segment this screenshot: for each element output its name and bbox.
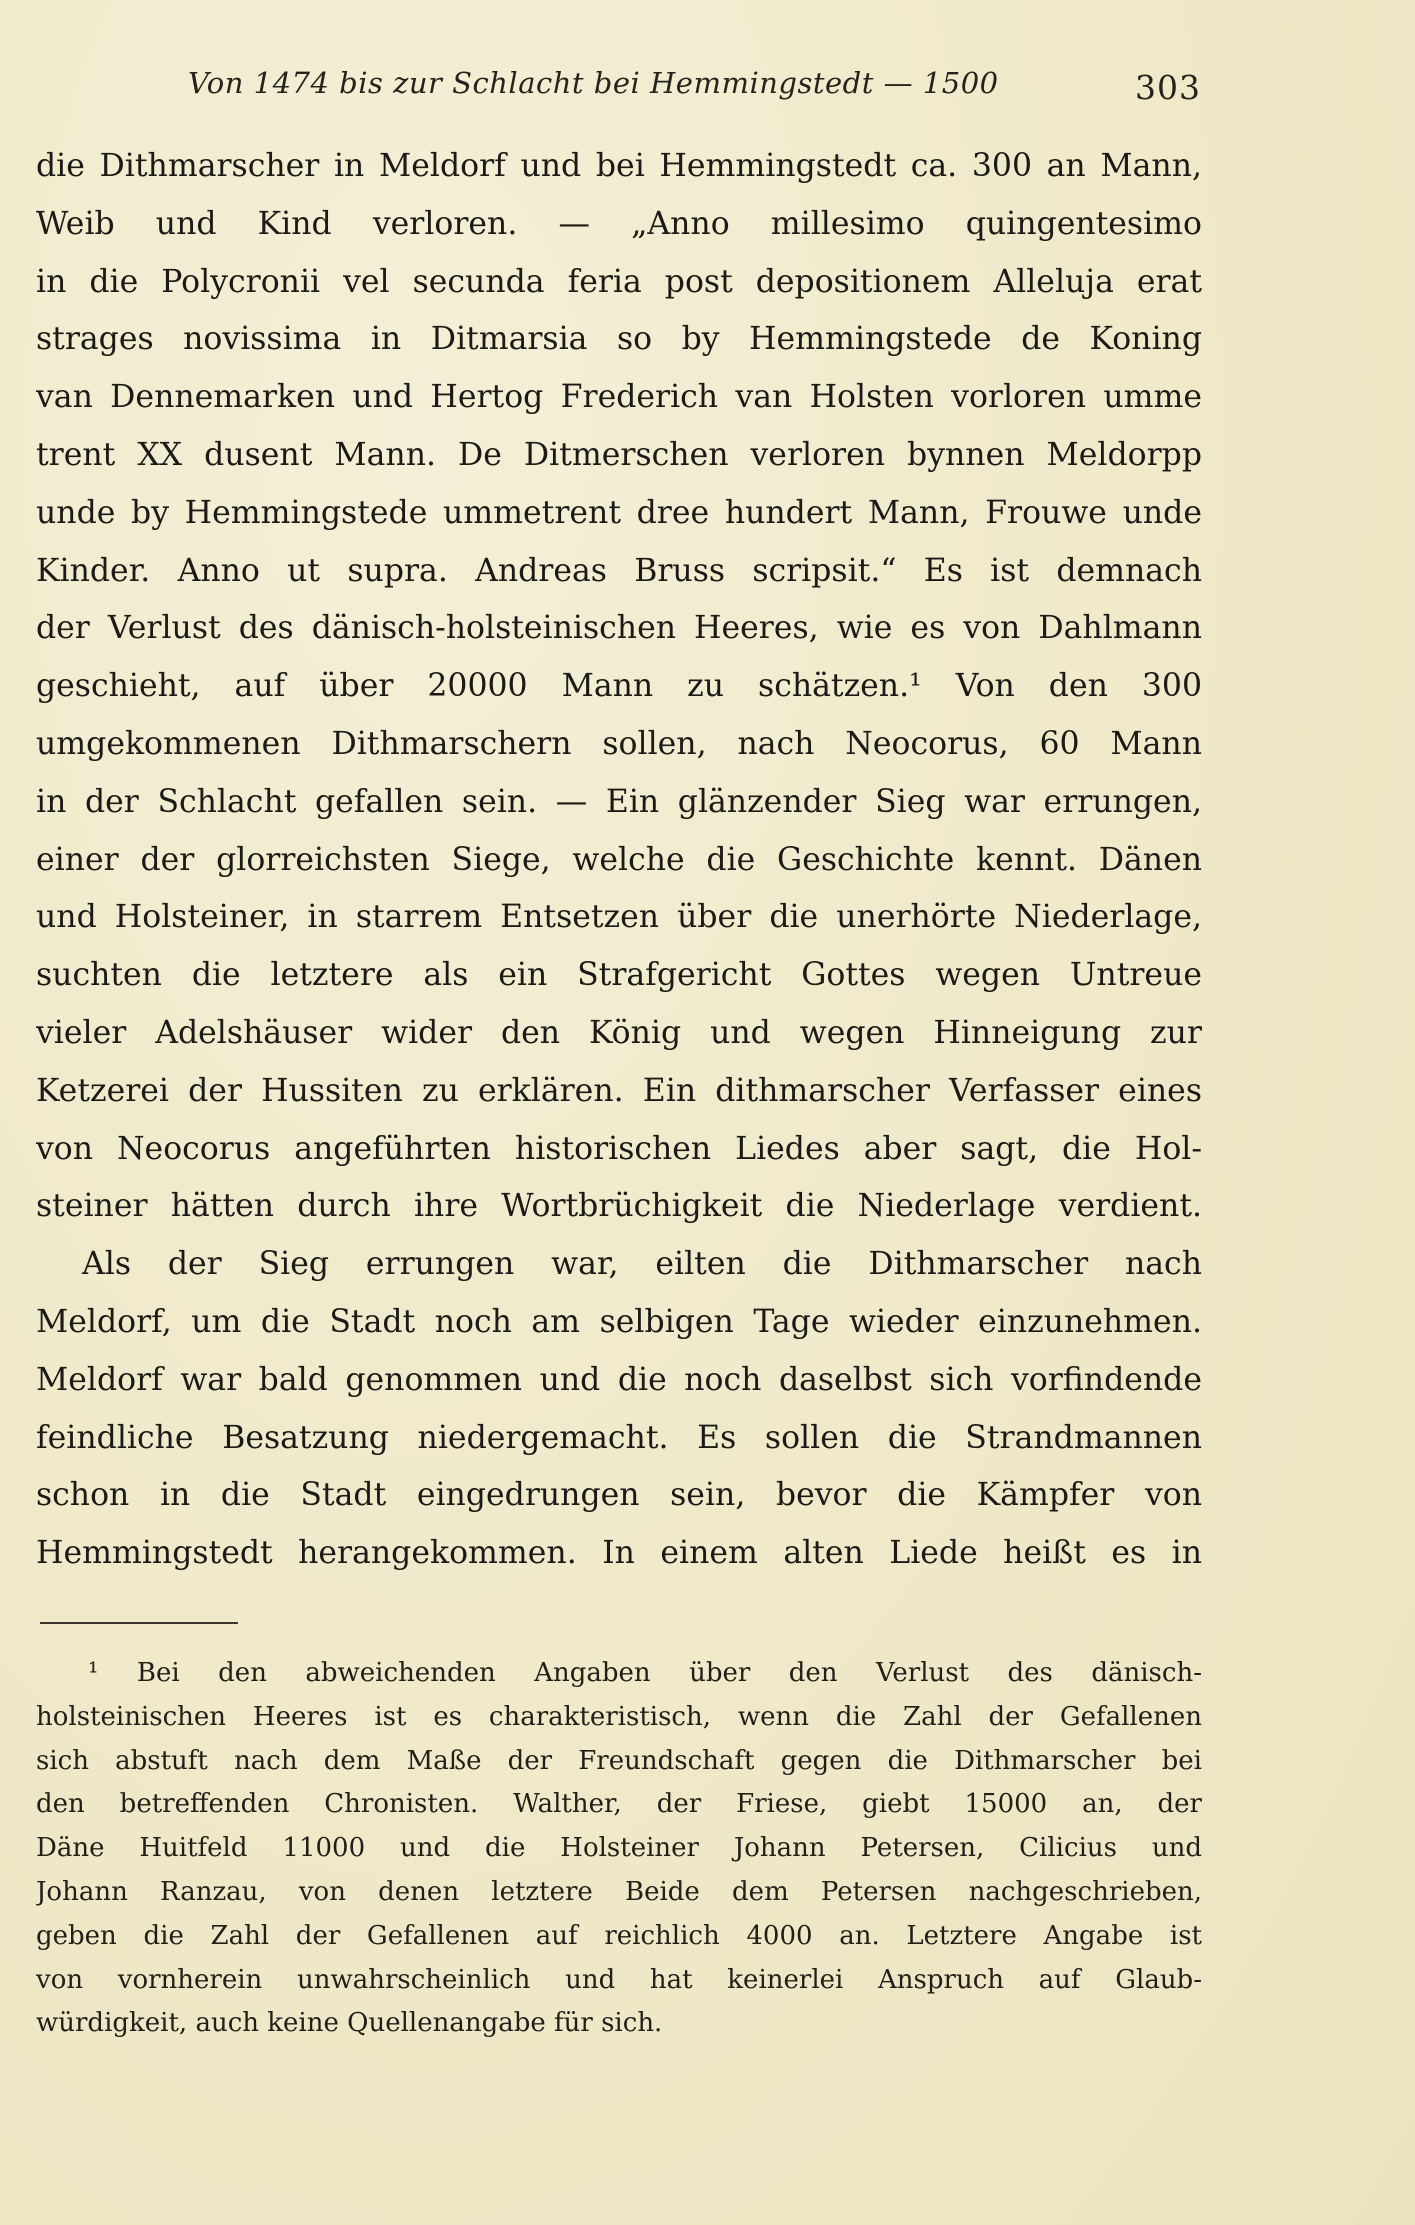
text-line: suchten die letztere als ein Strafgericht Gottes wegen Untreue (36, 957, 1202, 994)
main-text-block (36, 138, 1202, 1583)
footnote-line: Däne Huitfeld 11000 und die Holsteiner Johann Petersen, Cilicius und (36, 1833, 1202, 1864)
text-line: trent XX dusent Mann. De Ditmerschen verloren bynnen Meldorpp (36, 436, 1202, 473)
text-line: Meldorf, um die Stadt noch am selbigen Tage wieder einzunehmen. (36, 1303, 1202, 1340)
text-line: Weib und Kind verloren. — „Anno millesimo quingentesimo (36, 205, 1202, 242)
text-line: Meldorf war bald genommen und die noch daselbst sich vorfindende (36, 1361, 1202, 1398)
footnote-line: Johann Ranzau, von denen letztere Beide dem Petersen nachgeschrieben, (36, 1876, 1202, 1907)
text-line: Ketzerei der Hussiten zu erklären. Ein dithmarscher Verfasser eines (36, 1072, 1202, 1109)
page-number: 303 (1135, 68, 1201, 107)
footnote-line: ¹ Bei den abweichenden Angaben über den Verlust des dänisch- (88, 1658, 1202, 1688)
text-line: und Holsteiner, in starrem Entsetzen über die unerhörte Niederlage, (36, 899, 1202, 936)
text-line: strages novissima in Ditmarsia so by Hemmingstede de Koning (36, 321, 1202, 358)
footnote-line: von vornherein unwahrscheinlich und hat keinerlei Anspruch auf Glaub- (36, 1964, 1202, 1995)
footnote-line: sich abstuft nach dem Maße der Freundschaft gegen die Dithmarscher bei (36, 1745, 1202, 1776)
text-line: in die Polycronii vel secunda feria post depositionem Alleluja erat (36, 263, 1202, 300)
text-line: geschieht, auf über 20000 Mann zu schätzen.¹ Von den 300 (36, 668, 1202, 705)
running-head (0, 66, 1415, 116)
text-line: der Verlust des dänisch-holsteinischen Heeres, wie es von Dahlmann (36, 610, 1202, 647)
text-line: von Neocorus angeführten historischen Liedes aber sagt, die Hol- (36, 1130, 1202, 1167)
text-line: umgekommenen Dithmarschern sollen, nach Neocorus, 60 Mann (36, 725, 1202, 762)
footnote-line: würdigkeit, auch keine Quellenangabe für sich. (36, 2008, 663, 2039)
footnote-line: geben die Zahl der Gefallenen auf reichlich 4000 an. Letztere Angabe ist (36, 1920, 1202, 1951)
text-line: vieler Adelshäuser wider den König und wegen Hinneigung zur (36, 1014, 1202, 1051)
footnote-line: den betreffenden Chronisten. Walther, der Friese, giebt 15000 an, der (36, 1789, 1202, 1820)
text-line: Kinder. Anno ut supra. Andreas Bruss scripsit.“ Es ist demnach (36, 552, 1202, 589)
text-line: Hemmingstedt herangekommen. In einem alten Liede heißt es in (36, 1535, 1202, 1572)
footnote (36, 1652, 1202, 2046)
paragraph-start-line: Als der Sieg errungen war, eilten die Dithmarscher nach (82, 1246, 1202, 1283)
text-line: van Dennemarken und Hertog Frederich van Holsten vorloren umme (36, 379, 1202, 416)
running-title: Von 1474 bis zur Schlacht bei Hemmingstedt — 1500 (188, 66, 999, 100)
text-line: steiner hätten durch ihre Wortbrüchigkeit die Niederlage verdient. (36, 1188, 1202, 1225)
text-line: feindliche Besatzung niedergemacht. Es sollen die Strandmannen (36, 1419, 1202, 1456)
text-line: die Dithmarscher in Meldorf und bei Hemmingstedt ca. 300 an Mann, (36, 148, 1202, 184)
footnote-line: holsteinischen Heeres ist es charakteristisch, wenn die Zahl der Gefallenen (36, 1701, 1202, 1732)
text-line: einer der glorreichsten Siege, welche die Geschichte kennt. Dänen (36, 841, 1202, 878)
text-line: schon in die Stadt eingedrungen sein, bevor die Kämpfer von (36, 1477, 1202, 1514)
footnote-divider (40, 1622, 238, 1624)
text-line: unde by Hemmingstede ummetrent dree hundert Mann, Frouwe unde (36, 494, 1202, 531)
text-line: in der Schlacht gefallen sein. — Ein glänzender Sieg war errungen, (36, 783, 1202, 820)
